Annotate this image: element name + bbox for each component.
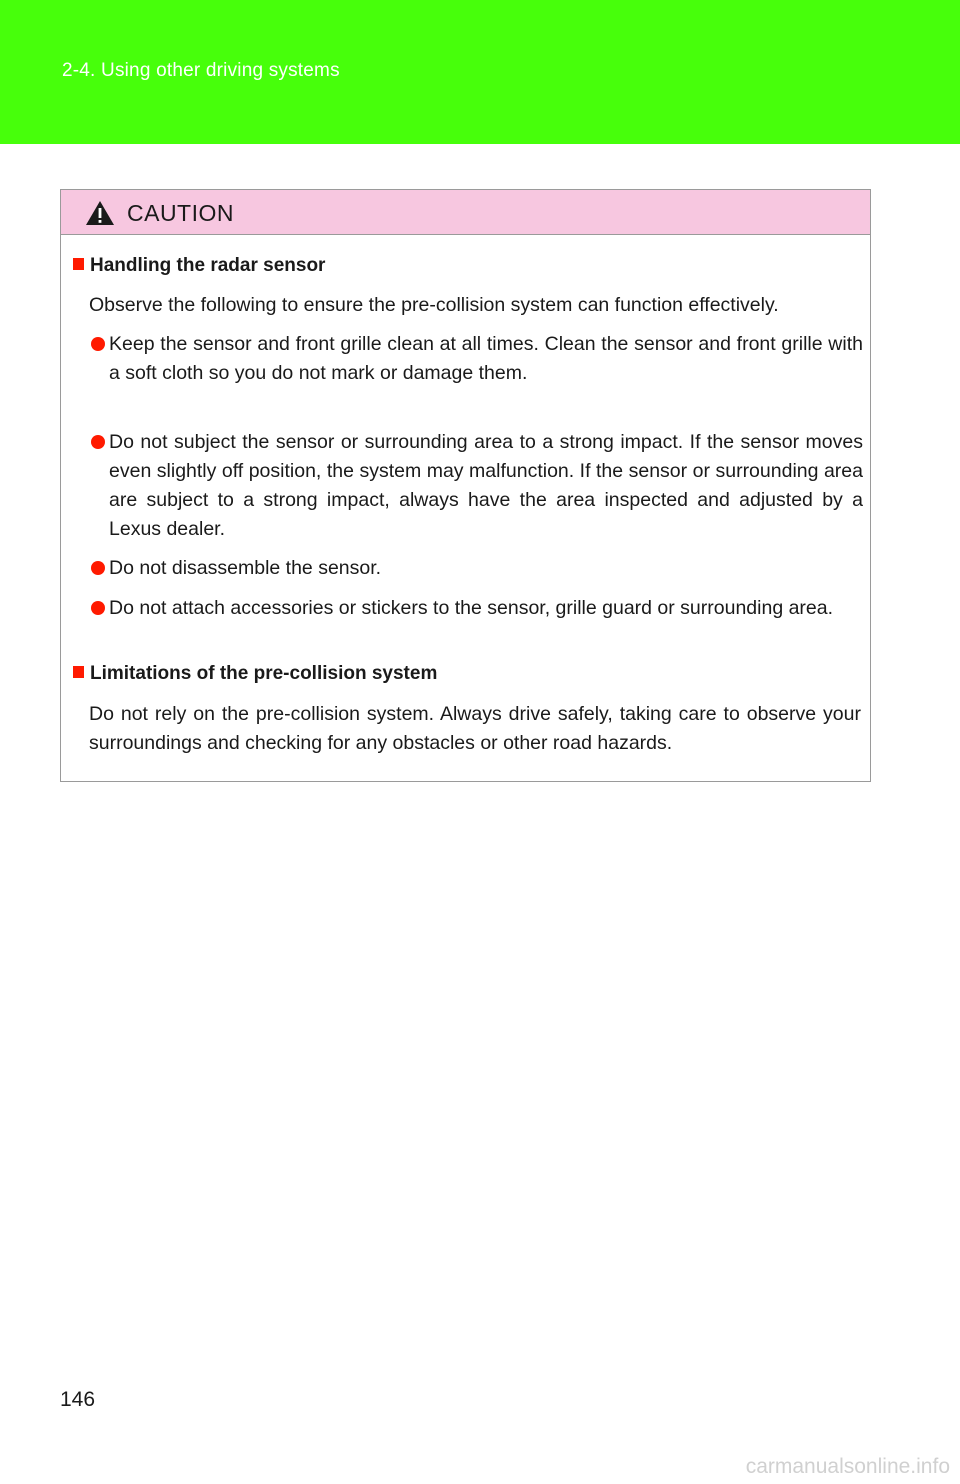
section-title: 2-4. Using other driving systems — [62, 60, 340, 81]
caution-box — [60, 189, 871, 782]
list-item: Keep the sensor and front grille clean at all times. Clean the sensor and front grille with a soft cloth so you do not mark or damage them. — [91, 330, 863, 388]
list-item: Do not subject the sensor or surrounding area to a strong impact. If the sensor moves even slightly off position, the system may malfunction. If the sensor or surrounding area are subject to a strong impact, always have the area inspected and adjusted by a Lexus dealer. — [91, 428, 863, 544]
round-bullet-icon — [91, 337, 105, 351]
warning-triangle-icon — [85, 200, 115, 226]
square-bullet-icon — [73, 258, 84, 270]
section-body: Do not rely on the pre-collision system. Always drive safely, taking care to observe your surroundings and checking for any obstacles or other road hazards. — [89, 703, 861, 754]
section-heading: Limitations of the pre-collision system — [73, 663, 437, 685]
section-intro: Observe the following to ensure the pre-collision system can function effectively. — [89, 294, 779, 316]
caution-header — [61, 190, 870, 235]
caution-title: CAUTION — [127, 200, 234, 226]
section-heading: Handling the radar sensor — [73, 255, 325, 277]
page-number: 146 — [60, 1388, 96, 1411]
square-bullet-icon — [73, 666, 84, 678]
round-bullet-icon — [91, 435, 105, 449]
list-item: Do not attach accessories or stickers to the sensor, grille guard or surrounding area. — [91, 594, 863, 623]
round-bullet-icon — [91, 561, 105, 575]
round-bullet-icon — [91, 601, 105, 615]
watermark: carmanualsonline.info — [745, 1455, 950, 1478]
list-item: Do not disassemble the sensor. — [91, 554, 863, 583]
